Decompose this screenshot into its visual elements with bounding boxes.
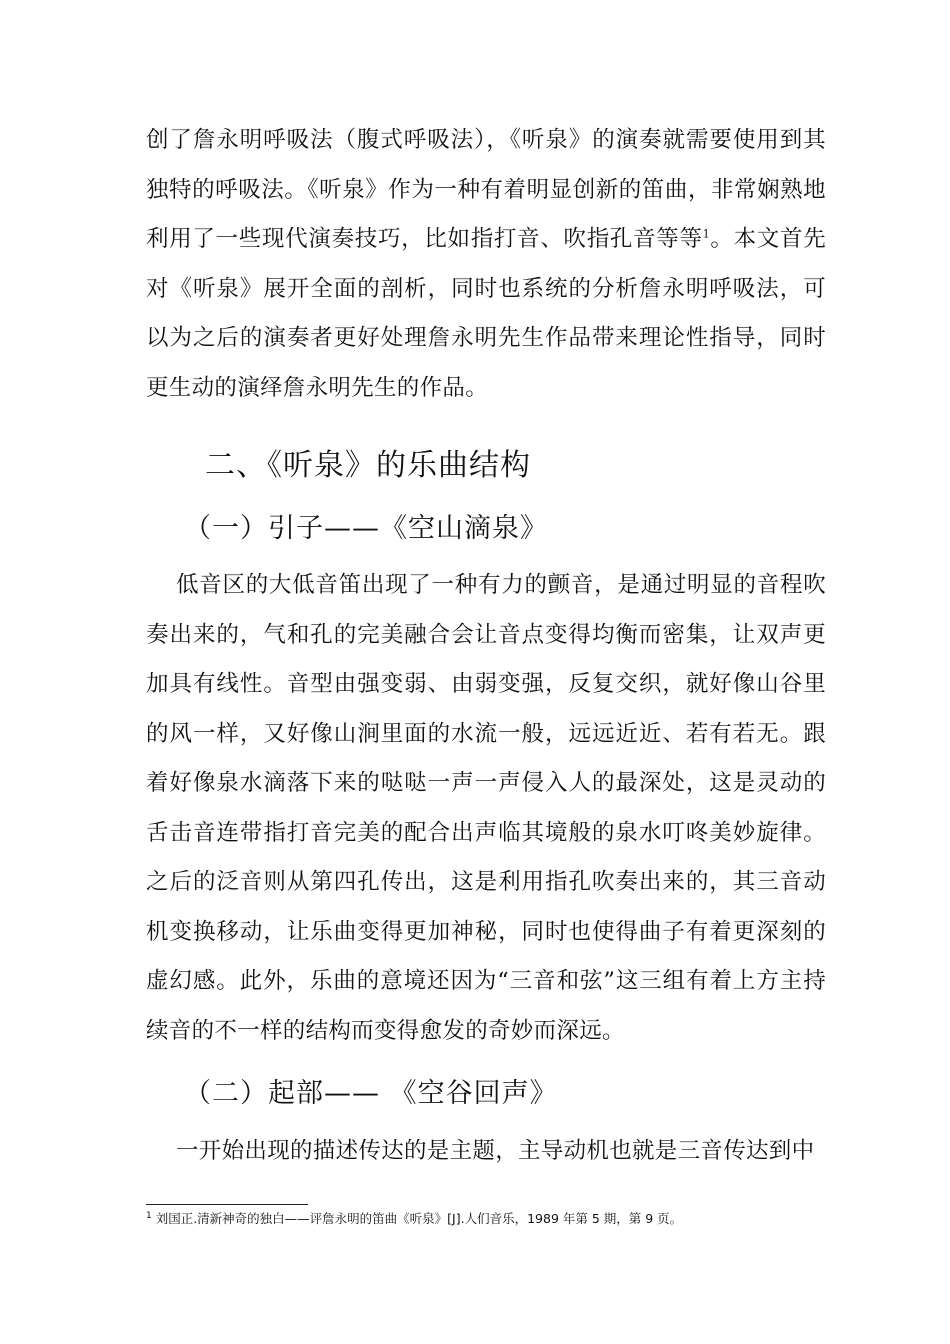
paragraph-intro-section: 低音区的大低音笛出现了一种有力的颤音，是通过明显的音程吹奏出来的，气和孔的完美融合会让音点变得均衡而密集，让双声更加具有线性。音型由强变弱、由弱变强，反复交织，就好像山谷里的风一样，又好像山涧里面的水流一般，远远近近、若有若无。跟着好像泉水滴落下来的哒哒一声一声侵入人的最深处，这是灵动的舌击音连带指打音完美的配合出声临其境般的泉水叮咚美妙旋律。之后的泛音则从第四孔传出，这是利用指孔吹奏出来的，其三音动机变换移动，让乐曲变得更加神秘，同时也使得曲子有着更深刻的虚幻感。此外，乐曲的意境还因为“三音和弦”这三组有着上方主持续音的不一样的结构而变得愈发的奇妙而深远。 [146,572,826,1044]
paragraph-intro-text-a: 创了詹永明呼吸法（腹式呼吸法），《听泉》的演奏就需要使用到其独特的呼吸法。《听泉》作为一种有着明显创新的笛曲，非常娴熟地利用了一些现代演奏技巧，比如指打音、吹指孔音等等 [146,127,826,252]
footnote-number: 1 [146,1210,152,1221]
footnote [146,1210,846,1228]
paragraph-opening-section: 一开始出现的描述传达的是主题，主导动机也就是三音传达到中 [176,1138,815,1164]
section-heading-structure: 二、《听泉》的乐曲结构 [205,448,531,483]
paragraph-intro [146,116,826,413]
footnote-text: 刘国正.清新神奇的独白——评詹永明的笛曲《听泉》[J].人们音乐，1989 年第 5 期，第 9 页。 [151,1211,683,1226]
subsection-heading-opening: （二）起部—— 《空谷回声》 [184,1078,558,1109]
footnote-reference[interactable]: 1 [702,227,711,241]
subsection-heading-intro: （一）引子——《空山滴泉》 [184,513,548,544]
paragraph-intro-text-b: 。本文首先对《听泉》展开全面的剖析，同时也系统的分析詹永明呼吸法，可以为之后的演奏者更好处理詹永明先生作品带来理论性指导，同时更生动的演绎詹永明先生的作品。 [146,226,826,401]
footnote-divider [146,1204,308,1205]
